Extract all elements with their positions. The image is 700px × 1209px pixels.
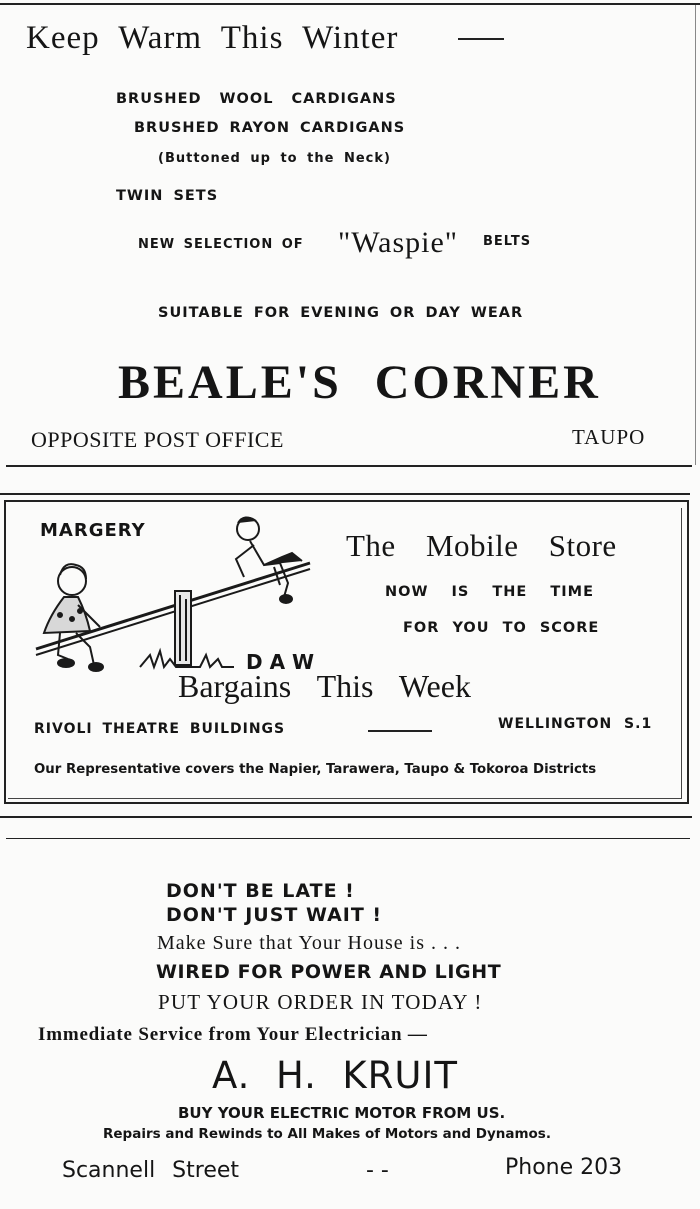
divider bbox=[0, 493, 690, 495]
suitable-line: SUITABLE FOR EVENING OR DAY WEAR bbox=[158, 305, 524, 321]
store-town: TAUPO bbox=[572, 425, 646, 449]
line-buy-motor: BUY YOUR ELECTRIC MOTOR FROM US. bbox=[178, 1104, 506, 1122]
ad-heading: Keep Warm This Winter bbox=[26, 20, 399, 56]
store-city: WELLINGTON S.1 bbox=[498, 716, 653, 732]
street-name: Scannell Street bbox=[62, 1158, 240, 1183]
line-make-sure: Make Sure that Your House is . . . bbox=[157, 932, 461, 954]
item-note: (Buttoned up to the Neck) bbox=[158, 151, 391, 166]
representative-note: Our Representative covers the Napier, Tarawera, Taupo & Tokoroa Districts bbox=[34, 762, 597, 777]
right-border bbox=[695, 5, 696, 465]
store-address: OPPOSITE POST OFFICE bbox=[31, 427, 284, 452]
line-dont-just-wait: DON'T JUST WAIT ! bbox=[166, 904, 383, 926]
divider bbox=[6, 465, 692, 467]
top-border bbox=[0, 3, 700, 5]
store-location: RIVOLI THEATRE BUILDINGS bbox=[34, 721, 286, 737]
bargains-heading: Bargains This Week bbox=[178, 668, 471, 704]
line-repairs: Repairs and Rewinds to All Makes of Motors and Dynamos. bbox=[103, 1126, 551, 1142]
store-name: BEALE'S CORNER bbox=[118, 356, 601, 409]
heading-dash bbox=[458, 38, 504, 40]
line-wired: WIRED FOR POWER AND LIGHT bbox=[156, 961, 502, 983]
slogan-line2: FOR YOU TO SCORE bbox=[403, 620, 600, 636]
location-dash bbox=[368, 730, 432, 732]
item-rayon-cardigans: BRUSHED RAYON CARDIGANS bbox=[134, 120, 406, 136]
item-twin-sets: TWIN SETS bbox=[116, 188, 219, 204]
street-separator: - - bbox=[366, 1158, 389, 1183]
line-order: PUT YOUR ORDER IN TODAY ! bbox=[158, 990, 483, 1014]
divider bbox=[0, 816, 692, 818]
electrician-name: A. H. KRUIT bbox=[212, 1054, 458, 1097]
line-immediate-service: Immediate Service from Your Electrician — bbox=[38, 1024, 428, 1045]
item-wool-cardigans: BRUSHED WOOL CARDIGANS bbox=[116, 91, 397, 107]
belts-brand: "Waspie" bbox=[338, 226, 459, 259]
line-dont-be-late: DON'T BE LATE ! bbox=[166, 880, 355, 902]
name-last: D A W bbox=[246, 650, 315, 674]
divider bbox=[6, 838, 690, 839]
belts-prefix: NEW SELECTION OF bbox=[138, 237, 304, 252]
name-first: MARGERY bbox=[40, 520, 146, 541]
belts-suffix: BELTS bbox=[483, 234, 532, 249]
phone-number: Phone 203 bbox=[505, 1155, 623, 1180]
store-title: The Mobile Store bbox=[346, 528, 617, 563]
slogan-line1: NOW IS THE TIME bbox=[385, 584, 594, 600]
